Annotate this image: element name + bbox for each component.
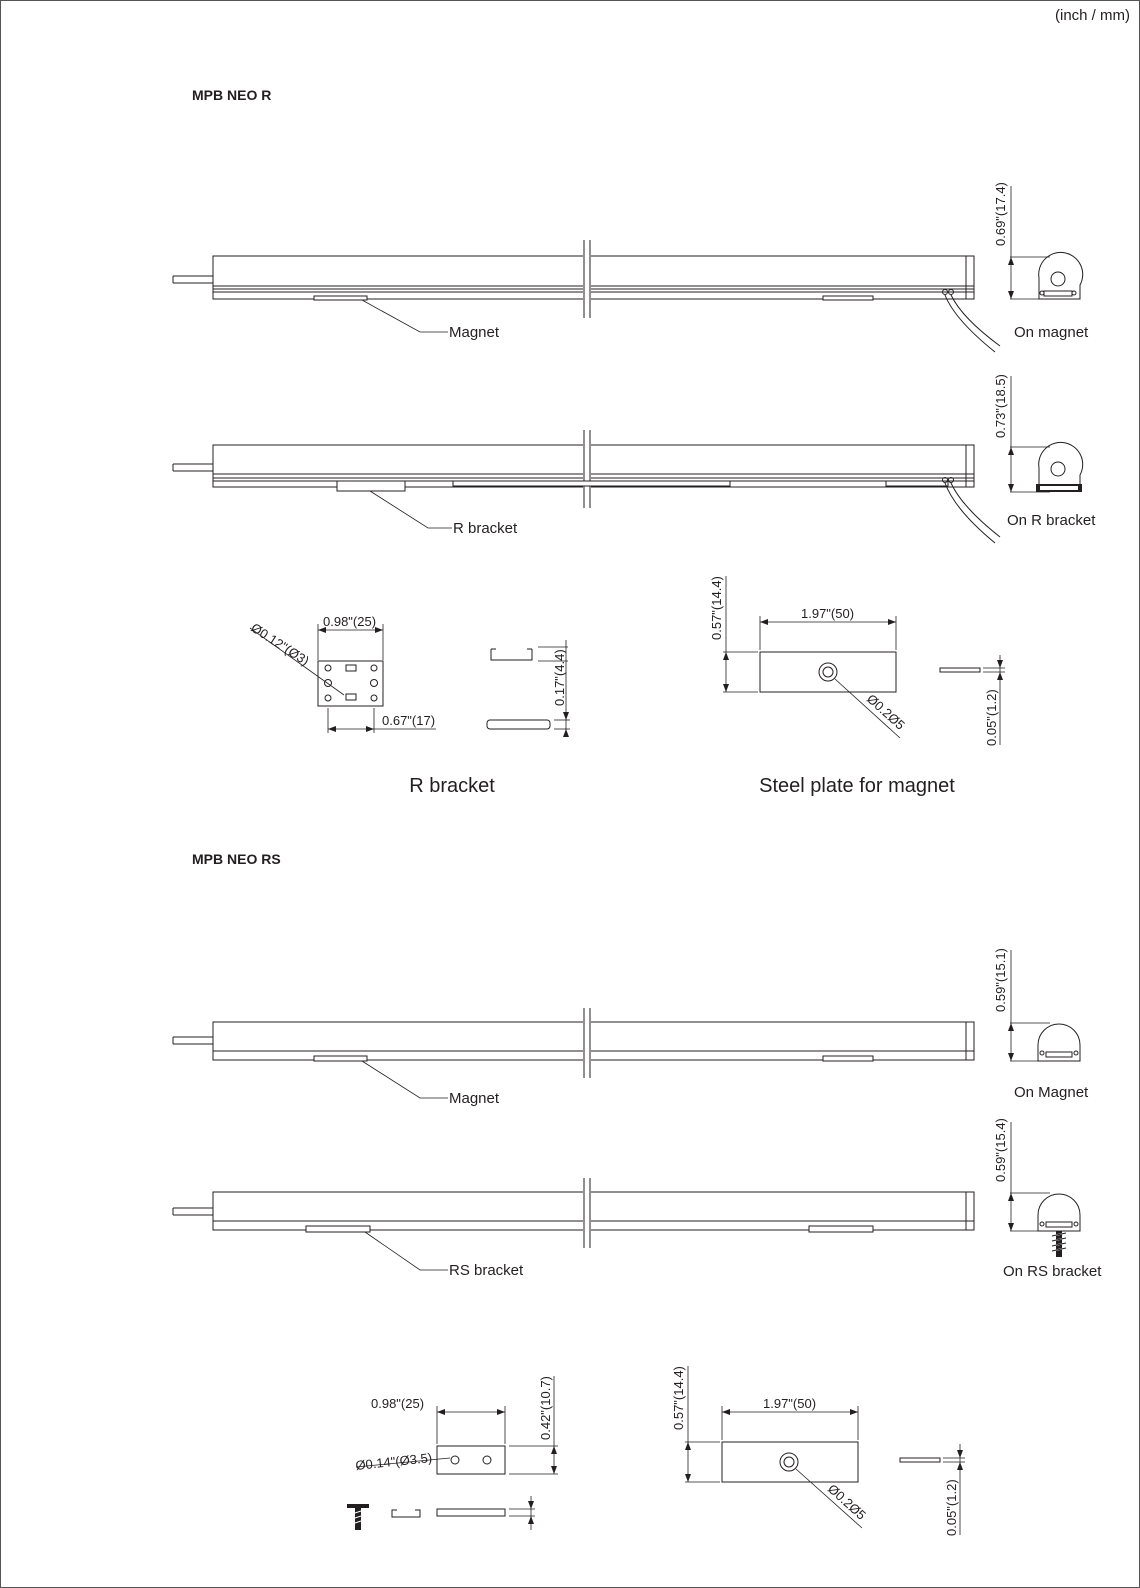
r-bracket-width: 0.98"(25) <box>323 614 377 629</box>
dim-on-magnet-r: 0.69"(17.4) <box>993 182 1008 246</box>
steel-plate-detail-r <box>723 576 1005 745</box>
section-title-neo-rs: MPB NEO RS <box>192 851 281 867</box>
units-label: (inch / mm) <box>1055 7 1130 24</box>
label-on-magnet-rs: On Magnet <box>1014 1084 1089 1101</box>
plate-rs-hole: Ø0.2Ø5 <box>824 1481 869 1523</box>
plate-r-width: 1.97"(50) <box>801 606 855 621</box>
plate-r-height: 0.57"(14.4) <box>709 576 724 640</box>
plate-rs-height: 0.57"(14.4) <box>671 1366 686 1430</box>
r-bracket-pitch: 0.67"(17) <box>382 713 436 728</box>
plate-rs-width: 1.97"(50) <box>763 1396 817 1411</box>
callout-bracket-r: R bracket <box>453 520 518 537</box>
dim-on-bracket-r: 0.73"(18.5) <box>993 374 1008 438</box>
callout-magnet-r: Magnet <box>449 324 500 341</box>
section-title-neo-r: MPB NEO R <box>192 87 272 103</box>
neo-rs-profile-bracket <box>173 1178 974 1270</box>
neo-r-profile-magnet <box>173 240 1000 352</box>
plate-r-hole: Ø0.2Ø5 <box>863 691 908 733</box>
end-view-rs-on-magnet <box>1008 950 1080 1061</box>
end-view-on-rs-bracket <box>1008 1122 1080 1257</box>
end-view-on-r-bracket <box>1008 376 1083 492</box>
label-on-bracket-rs: On RS bracket <box>1003 1263 1102 1280</box>
label-on-bracket-r: On R bracket <box>1007 512 1096 529</box>
rs-bracket-hole: Ø0.14"(Ø3.5) <box>354 1450 433 1473</box>
dim-on-bracket-rs: 0.59"(15.4) <box>993 1118 1008 1182</box>
neo-rs-profile-magnet <box>173 1008 974 1098</box>
callout-magnet-rs: Magnet <box>449 1090 500 1107</box>
plate-rs-thickness: 0.05"(1.2) <box>944 1479 959 1536</box>
r-bracket-hole: Ø0.12"(Ø3) <box>248 619 312 669</box>
r-bracket-title: R bracket <box>409 775 495 797</box>
neo-r-profile-bracket <box>173 430 1000 543</box>
steel-plate-detail-rs <box>685 1366 965 1535</box>
r-bracket-height: 0.17"(4.4) <box>552 649 567 706</box>
callout-bracket-rs: RS bracket <box>449 1262 524 1279</box>
end-view-on-magnet <box>1008 186 1083 299</box>
label-on-magnet-r: On magnet <box>1014 324 1089 341</box>
rs-bracket-width: 0.98"(25) <box>371 1396 425 1411</box>
plate-r-title: Steel plate for magnet <box>759 775 955 797</box>
rs-bracket-height: 0.42"(10.7) <box>538 1376 553 1440</box>
plate-r-thickness: 0.05"(1.2) <box>984 689 999 746</box>
dim-on-magnet-rs: 0.59"(15.1) <box>993 948 1008 1012</box>
